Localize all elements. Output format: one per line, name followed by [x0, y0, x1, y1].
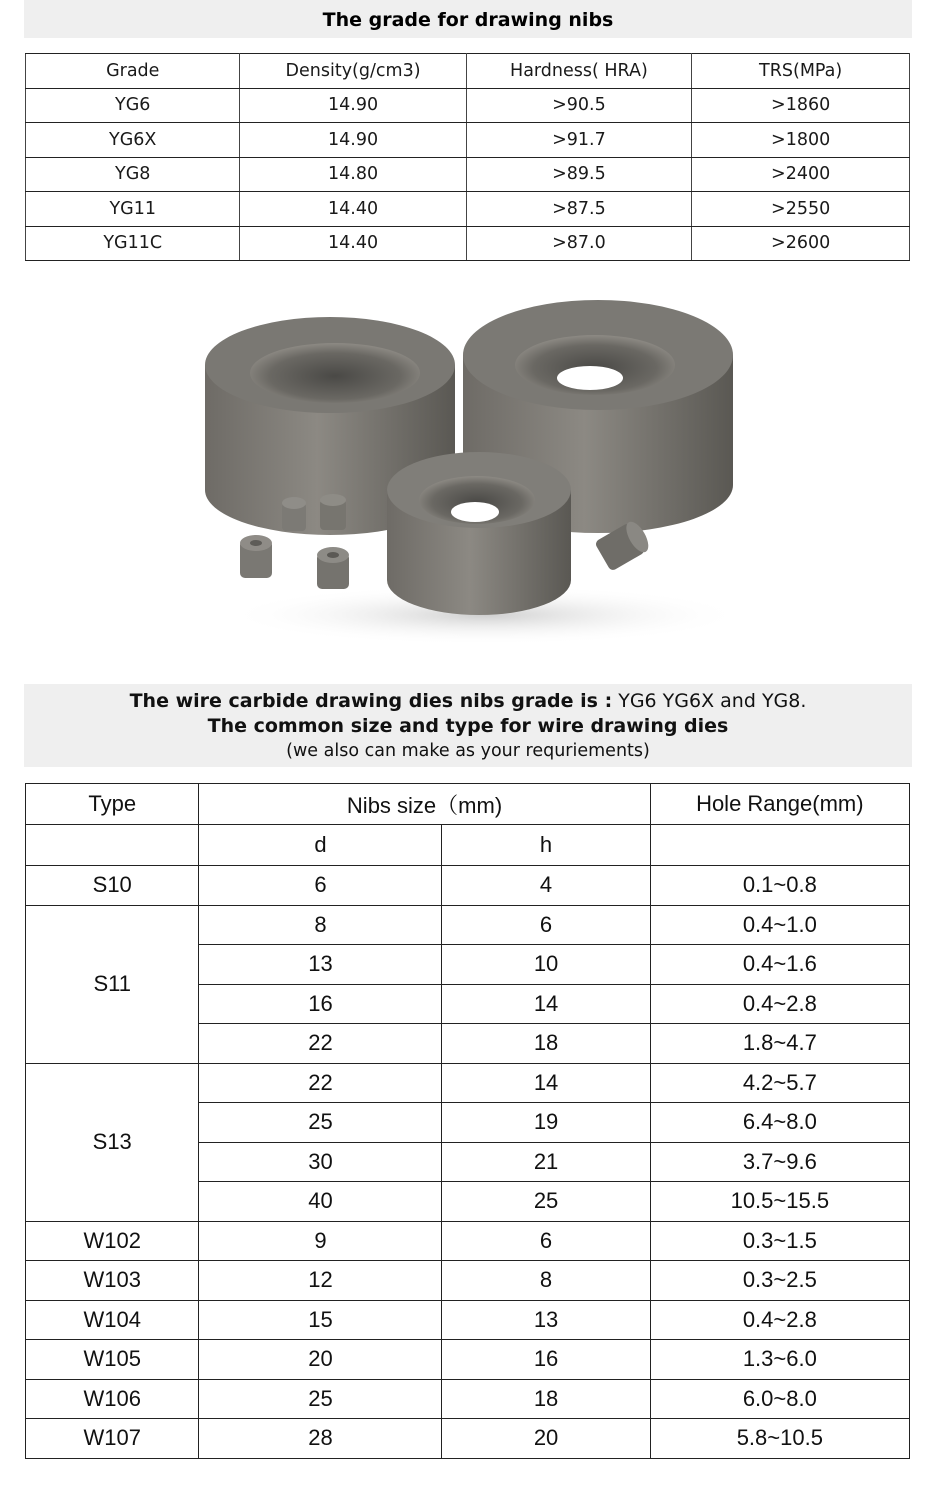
- table-row: [26, 866, 910, 906]
- table-row: [26, 123, 910, 158]
- grade-title: The grade for drawing nibs: [322, 9, 614, 31]
- table-cell: 14.40: [240, 192, 466, 227]
- table-row: [26, 1300, 910, 1340]
- d-cell: 6: [199, 866, 442, 906]
- h-cell: 21: [442, 1142, 650, 1182]
- table-row: [26, 88, 910, 123]
- grade-title-banner: [24, 0, 912, 38]
- table-cell: >2400: [692, 157, 910, 192]
- table-row: [26, 1261, 910, 1301]
- table-cell: Hardness( HRA): [466, 54, 692, 89]
- carbide-nibs-photo: [195, 285, 755, 655]
- d-cell: 16: [199, 984, 442, 1024]
- h-cell: 4: [442, 866, 650, 906]
- table-cell: >1800: [692, 123, 910, 158]
- subheader-d: d: [199, 825, 442, 866]
- table-cell: YG6X: [26, 123, 240, 158]
- hole-range-cell: 0.4~2.8: [650, 984, 909, 1024]
- hole-range-cell: 0.3~1.5: [650, 1221, 909, 1261]
- hole-range-cell: 0.3~2.5: [650, 1261, 909, 1301]
- size-subtitle: (we also can make as your requriements): [286, 741, 650, 761]
- table-cell: >87.0: [466, 226, 692, 261]
- d-cell: 25: [199, 1103, 442, 1143]
- size-table: [25, 783, 910, 1459]
- table-cell: Grade: [26, 54, 240, 89]
- info-banner: [24, 684, 912, 767]
- d-cell: 13: [199, 945, 442, 985]
- d-cell: 22: [199, 1024, 442, 1064]
- hole-range-cell: 1.8~4.7: [650, 1024, 909, 1064]
- grade-table: [25, 53, 910, 261]
- grade-note: [24, 689, 912, 714]
- d-cell: 9: [199, 1221, 442, 1261]
- type-cell: W102: [26, 1221, 199, 1261]
- d-cell: 8: [199, 905, 442, 945]
- h-cell: 14: [442, 984, 650, 1024]
- h-cell: 10: [442, 945, 650, 985]
- table-row: [26, 157, 910, 192]
- subheader-h: h: [442, 825, 650, 866]
- hole-range-cell: 6.4~8.0: [650, 1103, 909, 1143]
- table-cell: >91.7: [466, 123, 692, 158]
- h-cell: 18: [442, 1024, 650, 1064]
- table-cell: >2550: [692, 192, 910, 227]
- grade-note-rest: YG6 YG6X and YG8.: [612, 690, 807, 712]
- type-cell: W105: [26, 1340, 199, 1380]
- grade-note-bold: The wire carbide drawing dies nibs grade is :: [129, 690, 613, 712]
- h-cell: 25: [442, 1182, 650, 1222]
- type-cell: W103: [26, 1261, 199, 1301]
- d-cell: 22: [199, 1063, 442, 1103]
- d-cell: 30: [199, 1142, 442, 1182]
- table-cell: YG8: [26, 157, 240, 192]
- hole-range-cell: 0.4~1.6: [650, 945, 909, 985]
- table-cell: Density(g/cm3): [240, 54, 466, 89]
- type-cell: W107: [26, 1419, 199, 1459]
- d-cell: 12: [199, 1261, 442, 1301]
- table-cell: >90.5: [466, 88, 692, 123]
- table-row: [26, 1340, 910, 1380]
- type-cell: S13: [26, 1063, 199, 1221]
- table-cell: >87.5: [466, 192, 692, 227]
- table-cell: >2600: [692, 226, 910, 261]
- hole-range-cell: 0.4~2.8: [650, 1300, 909, 1340]
- table-cell: YG6: [26, 88, 240, 123]
- header-hole-range: Hole Range(mm): [650, 784, 909, 825]
- hole-range-cell: 1.3~6.0: [650, 1340, 909, 1380]
- hole-range-cell: 0.1~0.8: [650, 866, 909, 906]
- d-cell: 28: [199, 1419, 442, 1459]
- table-cell: 14.40: [240, 226, 466, 261]
- h-cell: 13: [442, 1300, 650, 1340]
- table-row: [26, 192, 910, 227]
- h-cell: 19: [442, 1103, 650, 1143]
- h-cell: 8: [442, 1261, 650, 1301]
- h-cell: 20: [442, 1419, 650, 1459]
- h-cell: 16: [442, 1340, 650, 1380]
- grade-header-row: [26, 54, 910, 89]
- hole-range-cell: 5.8~10.5: [650, 1419, 909, 1459]
- small-ring-middle: [387, 452, 571, 615]
- table-cell: TRS(MPa): [692, 54, 910, 89]
- hole-range-cell: 4.2~5.7: [650, 1063, 909, 1103]
- size-header-row: [26, 784, 910, 825]
- type-cell: W104: [26, 1300, 199, 1340]
- h-cell: 18: [442, 1379, 650, 1419]
- hole-range-cell: 0.4~1.0: [650, 905, 909, 945]
- table-row: [26, 226, 910, 261]
- table-cell: >89.5: [466, 157, 692, 192]
- table-cell: 14.90: [240, 88, 466, 123]
- type-cell: S11: [26, 905, 199, 1063]
- h-cell: 6: [442, 1221, 650, 1261]
- size-title: The common size and type for wire drawing dies: [207, 715, 729, 737]
- subheader-hole-empty: [650, 825, 909, 866]
- table-cell: >1860: [692, 88, 910, 123]
- table-row: [26, 1063, 910, 1103]
- table-row: [26, 1379, 910, 1419]
- subheader-empty: [26, 825, 199, 866]
- header-type: Type: [26, 784, 199, 825]
- table-cell: YG11C: [26, 226, 240, 261]
- table-row: [26, 1221, 910, 1261]
- type-cell: W106: [26, 1379, 199, 1419]
- d-cell: 15: [199, 1300, 442, 1340]
- d-cell: 40: [199, 1182, 442, 1222]
- h-cell: 14: [442, 1063, 650, 1103]
- table-cell: 14.90: [240, 123, 466, 158]
- table-cell: YG11: [26, 192, 240, 227]
- d-cell: 25: [199, 1379, 442, 1419]
- size-subheader-row: [26, 825, 910, 866]
- table-row: [26, 1419, 910, 1459]
- header-nibs-size: Nibs size（mm): [199, 784, 650, 825]
- table-row: [26, 905, 910, 945]
- hole-range-cell: 3.7~9.6: [650, 1142, 909, 1182]
- h-cell: 6: [442, 905, 650, 945]
- hole-range-cell: 6.0~8.0: [650, 1379, 909, 1419]
- hole-range-cell: 10.5~15.5: [650, 1182, 909, 1222]
- type-cell: S10: [26, 866, 199, 906]
- d-cell: 20: [199, 1340, 442, 1380]
- table-cell: 14.80: [240, 157, 466, 192]
